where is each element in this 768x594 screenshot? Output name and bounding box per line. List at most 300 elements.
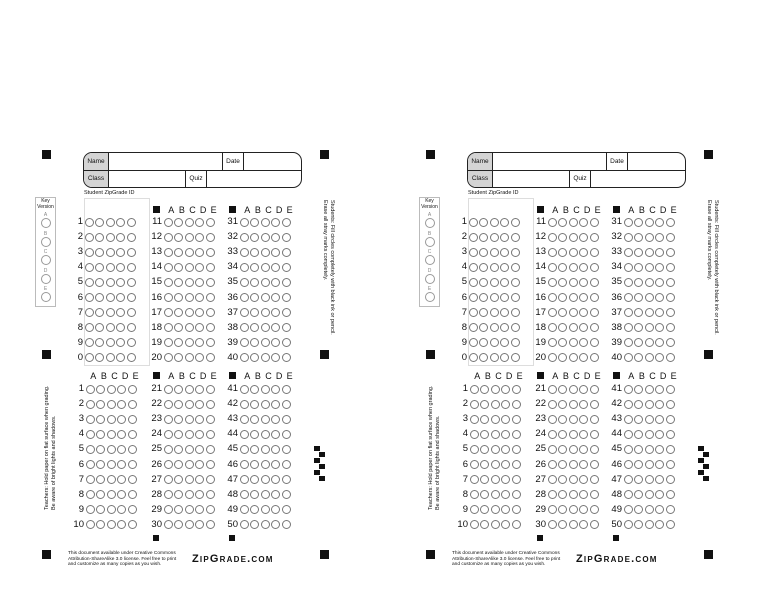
answer-bubble-d[interactable] (117, 505, 126, 514)
answer-bubble-c[interactable] (569, 445, 578, 454)
answer-bubble-a[interactable] (240, 263, 249, 272)
answer-bubble-e[interactable] (511, 248, 520, 257)
answer-bubble-d[interactable] (500, 248, 509, 257)
answer-bubble-d[interactable] (500, 218, 509, 227)
answer-bubble-e[interactable] (128, 475, 137, 484)
answer-bubble-d[interactable] (501, 445, 510, 454)
answer-bubble-d[interactable] (116, 323, 125, 332)
answer-bubble-d[interactable] (579, 385, 588, 394)
answer-bubble-d[interactable] (195, 385, 204, 394)
answer-bubble-b[interactable] (174, 353, 183, 362)
answer-bubble-d[interactable] (500, 338, 509, 347)
answer-bubble-a[interactable] (624, 308, 633, 317)
answer-bubble-b[interactable] (250, 293, 259, 302)
answer-bubble-e[interactable] (666, 323, 675, 332)
answer-bubble-d[interactable] (501, 475, 510, 484)
answer-bubble-c[interactable] (261, 323, 270, 332)
answer-bubble-d[interactable] (655, 520, 664, 529)
answer-bubble-c[interactable] (569, 308, 578, 317)
answer-bubble-b[interactable] (480, 430, 489, 439)
answer-bubble-e[interactable] (590, 293, 599, 302)
answer-bubble-e[interactable] (127, 233, 136, 242)
answer-bubble-e[interactable] (206, 400, 215, 409)
answer-bubble-c[interactable] (185, 293, 194, 302)
answer-bubble-d[interactable] (117, 460, 126, 469)
answer-bubble-d[interactable] (195, 263, 204, 272)
key-version-option[interactable] (38, 249, 53, 265)
answer-bubble-e[interactable] (666, 218, 675, 227)
key-version-option[interactable] (422, 286, 437, 302)
answer-bubble-d[interactable] (271, 475, 280, 484)
answer-bubble-a[interactable] (624, 293, 633, 302)
answer-bubble-c[interactable] (261, 460, 270, 469)
answer-bubble-e[interactable] (512, 505, 521, 514)
answer-bubble-d[interactable] (501, 415, 510, 424)
answer-bubble-a[interactable] (164, 323, 173, 332)
answer-bubble-b[interactable] (174, 323, 183, 332)
answer-bubble-c[interactable] (490, 278, 499, 287)
answer-bubble-b[interactable] (250, 353, 259, 362)
answer-bubble-e[interactable] (590, 490, 599, 499)
answer-bubble-b[interactable] (634, 293, 643, 302)
date-field[interactable] (244, 153, 301, 170)
answer-bubble-e[interactable] (666, 353, 675, 362)
answer-bubble-b[interactable] (250, 263, 259, 272)
answer-bubble-a[interactable] (164, 490, 173, 499)
answer-bubble-b[interactable] (174, 475, 183, 484)
answer-bubble-b[interactable] (250, 490, 259, 499)
answer-bubble-a[interactable] (548, 323, 557, 332)
answer-bubble-b[interactable] (95, 233, 104, 242)
answer-bubble-d[interactable] (655, 445, 664, 454)
answer-bubble-e[interactable] (127, 263, 136, 272)
answer-bubble-b[interactable] (480, 415, 489, 424)
answer-bubble-d[interactable] (271, 248, 280, 257)
key-version-bubble[interactable] (41, 237, 51, 247)
answer-bubble-c[interactable] (645, 218, 654, 227)
answer-bubble-b[interactable] (558, 338, 567, 347)
answer-bubble-c[interactable] (106, 218, 115, 227)
answer-bubble-e[interactable] (666, 475, 675, 484)
answer-bubble-b[interactable] (479, 353, 488, 362)
answer-bubble-e[interactable] (590, 460, 599, 469)
answer-bubble-a[interactable] (469, 248, 478, 257)
answer-bubble-c[interactable] (490, 233, 499, 242)
answer-bubble-a[interactable] (548, 475, 557, 484)
answer-bubble-e[interactable] (590, 233, 599, 242)
answer-bubble-c[interactable] (569, 293, 578, 302)
answer-bubble-e[interactable] (666, 400, 675, 409)
answer-bubble-d[interactable] (579, 490, 588, 499)
answer-bubble-c[interactable] (107, 415, 116, 424)
answer-bubble-a[interactable] (624, 460, 633, 469)
answer-bubble-a[interactable] (85, 293, 94, 302)
answer-bubble-a[interactable] (240, 248, 249, 257)
answer-bubble-b[interactable] (174, 293, 183, 302)
answer-bubble-b[interactable] (558, 400, 567, 409)
answer-bubble-e[interactable] (282, 385, 291, 394)
answer-bubble-c[interactable] (569, 415, 578, 424)
answer-bubble-d[interactable] (579, 415, 588, 424)
answer-bubble-d[interactable] (655, 248, 664, 257)
answer-bubble-e[interactable] (127, 218, 136, 227)
answer-bubble-c[interactable] (185, 338, 194, 347)
answer-bubble-c[interactable] (645, 475, 654, 484)
answer-bubble-d[interactable] (271, 490, 280, 499)
answer-bubble-e[interactable] (206, 233, 215, 242)
answer-bubble-c[interactable] (645, 263, 654, 272)
date-field[interactable] (628, 153, 685, 170)
answer-bubble-b[interactable] (558, 248, 567, 257)
answer-bubble-e[interactable] (666, 263, 675, 272)
answer-bubble-b[interactable] (634, 490, 643, 499)
answer-bubble-c[interactable] (645, 293, 654, 302)
answer-bubble-d[interactable] (501, 505, 510, 514)
answer-bubble-c[interactable] (107, 400, 116, 409)
answer-bubble-c[interactable] (645, 385, 654, 394)
answer-bubble-c[interactable] (107, 490, 116, 499)
answer-bubble-d[interactable] (271, 385, 280, 394)
key-version-bubble[interactable] (41, 274, 51, 284)
answer-bubble-d[interactable] (116, 233, 125, 242)
answer-bubble-c[interactable] (491, 460, 500, 469)
answer-bubble-e[interactable] (128, 460, 137, 469)
answer-bubble-e[interactable] (590, 475, 599, 484)
answer-bubble-b[interactable] (96, 490, 105, 499)
answer-bubble-b[interactable] (479, 263, 488, 272)
key-version-option[interactable] (38, 231, 53, 247)
answer-bubble-e[interactable] (282, 233, 291, 242)
answer-bubble-e[interactable] (282, 400, 291, 409)
answer-bubble-c[interactable] (569, 263, 578, 272)
answer-bubble-e[interactable] (127, 293, 136, 302)
answer-bubble-b[interactable] (480, 505, 489, 514)
answer-bubble-c[interactable] (490, 248, 499, 257)
answer-bubble-a[interactable] (624, 278, 633, 287)
answer-bubble-c[interactable] (106, 353, 115, 362)
key-version-bubble[interactable] (425, 237, 435, 247)
answer-bubble-b[interactable] (250, 520, 259, 529)
answer-bubble-d[interactable] (117, 475, 126, 484)
answer-bubble-a[interactable] (624, 338, 633, 347)
answer-bubble-d[interactable] (116, 308, 125, 317)
answer-bubble-a[interactable] (240, 460, 249, 469)
answer-bubble-d[interactable] (655, 415, 664, 424)
key-version-option[interactable] (422, 268, 437, 284)
answer-bubble-d[interactable] (117, 490, 126, 499)
answer-bubble-a[interactable] (240, 308, 249, 317)
answer-bubble-b[interactable] (634, 248, 643, 257)
answer-bubble-e[interactable] (282, 293, 291, 302)
answer-bubble-b[interactable] (634, 385, 643, 394)
answer-bubble-d[interactable] (195, 293, 204, 302)
answer-bubble-d[interactable] (195, 505, 204, 514)
answer-bubble-c[interactable] (185, 460, 194, 469)
answer-bubble-e[interactable] (127, 323, 136, 332)
answer-bubble-b[interactable] (479, 233, 488, 242)
answer-bubble-e[interactable] (666, 293, 675, 302)
answer-bubble-a[interactable] (548, 353, 557, 362)
answer-bubble-a[interactable] (624, 233, 633, 242)
answer-bubble-a[interactable] (624, 415, 633, 424)
answer-bubble-c[interactable] (106, 233, 115, 242)
answer-bubble-b[interactable] (250, 278, 259, 287)
answer-bubble-b[interactable] (558, 445, 567, 454)
answer-bubble-c[interactable] (106, 278, 115, 287)
answer-bubble-d[interactable] (271, 233, 280, 242)
answer-bubble-b[interactable] (250, 445, 259, 454)
answer-bubble-a[interactable] (86, 415, 95, 424)
answer-bubble-a[interactable] (624, 520, 633, 529)
answer-bubble-d[interactable] (195, 218, 204, 227)
answer-bubble-e[interactable] (590, 400, 599, 409)
answer-bubble-e[interactable] (666, 338, 675, 347)
answer-bubble-d[interactable] (655, 385, 664, 394)
answer-bubble-e[interactable] (512, 445, 521, 454)
answer-bubble-d[interactable] (271, 460, 280, 469)
answer-bubble-a[interactable] (164, 415, 173, 424)
answer-bubble-b[interactable] (558, 353, 567, 362)
key-version-bubble[interactable] (425, 218, 435, 228)
answer-bubble-b[interactable] (634, 445, 643, 454)
answer-bubble-c[interactable] (645, 415, 654, 424)
answer-bubble-c[interactable] (491, 520, 500, 529)
answer-bubble-d[interactable] (271, 445, 280, 454)
answer-bubble-d[interactable] (655, 400, 664, 409)
answer-bubble-c[interactable] (645, 505, 654, 514)
answer-bubble-b[interactable] (95, 338, 104, 347)
answer-bubble-a[interactable] (548, 415, 557, 424)
answer-bubble-b[interactable] (479, 278, 488, 287)
answer-bubble-c[interactable] (645, 308, 654, 317)
answer-bubble-b[interactable] (634, 233, 643, 242)
answer-bubble-c[interactable] (645, 353, 654, 362)
answer-bubble-e[interactable] (590, 308, 599, 317)
answer-bubble-e[interactable] (666, 520, 675, 529)
answer-bubble-a[interactable] (85, 308, 94, 317)
answer-bubble-d[interactable] (195, 475, 204, 484)
answer-bubble-a[interactable] (548, 233, 557, 242)
answer-bubble-a[interactable] (470, 505, 479, 514)
answer-bubble-d[interactable] (271, 430, 280, 439)
answer-bubble-d[interactable] (579, 430, 588, 439)
answer-bubble-b[interactable] (95, 218, 104, 227)
answer-bubble-a[interactable] (624, 430, 633, 439)
answer-bubble-a[interactable] (548, 400, 557, 409)
answer-bubble-b[interactable] (95, 248, 104, 257)
answer-bubble-b[interactable] (479, 293, 488, 302)
answer-bubble-b[interactable] (174, 338, 183, 347)
answer-bubble-d[interactable] (579, 505, 588, 514)
answer-bubble-e[interactable] (128, 415, 137, 424)
answer-bubble-a[interactable] (470, 400, 479, 409)
answer-bubble-a[interactable] (548, 430, 557, 439)
answer-bubble-e[interactable] (512, 400, 521, 409)
answer-bubble-b[interactable] (174, 430, 183, 439)
answer-bubble-a[interactable] (624, 505, 633, 514)
answer-bubble-e[interactable] (511, 278, 520, 287)
answer-bubble-c[interactable] (185, 415, 194, 424)
answer-bubble-e[interactable] (590, 353, 599, 362)
answer-bubble-a[interactable] (624, 323, 633, 332)
answer-bubble-e[interactable] (590, 520, 599, 529)
answer-bubble-c[interactable] (645, 248, 654, 257)
answer-bubble-b[interactable] (174, 415, 183, 424)
answer-bubble-e[interactable] (127, 278, 136, 287)
answer-bubble-a[interactable] (624, 248, 633, 257)
answer-bubble-e[interactable] (127, 248, 136, 257)
answer-bubble-d[interactable] (655, 490, 664, 499)
answer-bubble-b[interactable] (174, 308, 183, 317)
answer-bubble-c[interactable] (569, 505, 578, 514)
answer-bubble-c[interactable] (107, 505, 116, 514)
answer-bubble-c[interactable] (491, 430, 500, 439)
answer-bubble-e[interactable] (590, 445, 599, 454)
answer-bubble-d[interactable] (500, 323, 509, 332)
answer-bubble-a[interactable] (85, 323, 94, 332)
answer-bubble-c[interactable] (491, 445, 500, 454)
answer-bubble-d[interactable] (655, 460, 664, 469)
answer-bubble-e[interactable] (282, 353, 291, 362)
answer-bubble-a[interactable] (624, 490, 633, 499)
answer-bubble-a[interactable] (164, 263, 173, 272)
answer-bubble-b[interactable] (174, 233, 183, 242)
answer-bubble-e[interactable] (206, 520, 215, 529)
answer-bubble-c[interactable] (107, 460, 116, 469)
answer-bubble-c[interactable] (569, 385, 578, 394)
answer-bubble-a[interactable] (548, 460, 557, 469)
answer-bubble-b[interactable] (479, 248, 488, 257)
answer-bubble-a[interactable] (469, 338, 478, 347)
answer-bubble-e[interactable] (282, 490, 291, 499)
answer-bubble-e[interactable] (590, 385, 599, 394)
answer-bubble-e[interactable] (206, 293, 215, 302)
answer-bubble-a[interactable] (470, 520, 479, 529)
answer-bubble-a[interactable] (86, 520, 95, 529)
answer-bubble-b[interactable] (634, 263, 643, 272)
answer-bubble-d[interactable] (655, 353, 664, 362)
answer-bubble-b[interactable] (250, 323, 259, 332)
key-version-option[interactable] (422, 249, 437, 265)
answer-bubble-d[interactable] (579, 233, 588, 242)
answer-bubble-c[interactable] (490, 293, 499, 302)
answer-bubble-a[interactable] (240, 415, 249, 424)
answer-bubble-d[interactable] (195, 248, 204, 257)
answer-bubble-b[interactable] (634, 475, 643, 484)
answer-bubble-b[interactable] (558, 430, 567, 439)
answer-bubble-d[interactable] (579, 445, 588, 454)
answer-bubble-b[interactable] (634, 323, 643, 332)
answer-bubble-c[interactable] (107, 475, 116, 484)
answer-bubble-a[interactable] (470, 430, 479, 439)
answer-bubble-c[interactable] (490, 353, 499, 362)
answer-bubble-c[interactable] (569, 400, 578, 409)
answer-bubble-b[interactable] (96, 400, 105, 409)
answer-bubble-b[interactable] (634, 338, 643, 347)
answer-bubble-a[interactable] (548, 505, 557, 514)
answer-bubble-b[interactable] (95, 293, 104, 302)
answer-bubble-a[interactable] (86, 400, 95, 409)
answer-bubble-e[interactable] (511, 338, 520, 347)
answer-bubble-c[interactable] (261, 505, 270, 514)
answer-bubble-a[interactable] (548, 278, 557, 287)
answer-bubble-b[interactable] (558, 233, 567, 242)
answer-bubble-b[interactable] (558, 460, 567, 469)
answer-bubble-b[interactable] (250, 430, 259, 439)
answer-bubble-e[interactable] (282, 278, 291, 287)
answer-bubble-a[interactable] (469, 233, 478, 242)
answer-bubble-c[interactable] (491, 490, 500, 499)
answer-bubble-a[interactable] (469, 263, 478, 272)
answer-bubble-e[interactable] (282, 263, 291, 272)
answer-bubble-d[interactable] (655, 263, 664, 272)
answer-bubble-c[interactable] (569, 278, 578, 287)
answer-bubble-e[interactable] (512, 460, 521, 469)
answer-bubble-c[interactable] (645, 400, 654, 409)
answer-bubble-b[interactable] (250, 218, 259, 227)
answer-bubble-b[interactable] (174, 278, 183, 287)
answer-bubble-a[interactable] (470, 475, 479, 484)
answer-bubble-e[interactable] (282, 248, 291, 257)
answer-bubble-b[interactable] (480, 445, 489, 454)
answer-bubble-a[interactable] (548, 338, 557, 347)
answer-bubble-e[interactable] (206, 218, 215, 227)
answer-bubble-d[interactable] (501, 460, 510, 469)
answer-bubble-c[interactable] (491, 475, 500, 484)
answer-bubble-d[interactable] (271, 353, 280, 362)
answer-bubble-d[interactable] (501, 490, 510, 499)
answer-bubble-e[interactable] (590, 278, 599, 287)
answer-bubble-a[interactable] (85, 263, 94, 272)
answer-bubble-b[interactable] (174, 385, 183, 394)
answer-bubble-b[interactable] (174, 218, 183, 227)
answer-bubble-c[interactable] (261, 445, 270, 454)
answer-bubble-a[interactable] (85, 338, 94, 347)
answer-bubble-e[interactable] (206, 445, 215, 454)
answer-bubble-b[interactable] (174, 248, 183, 257)
answer-bubble-e[interactable] (206, 353, 215, 362)
answer-bubble-d[interactable] (579, 293, 588, 302)
answer-bubble-b[interactable] (480, 385, 489, 394)
answer-bubble-a[interactable] (86, 475, 95, 484)
answer-bubble-d[interactable] (195, 323, 204, 332)
answer-bubble-b[interactable] (174, 505, 183, 514)
answer-bubble-e[interactable] (666, 308, 675, 317)
answer-bubble-b[interactable] (250, 233, 259, 242)
answer-bubble-c[interactable] (490, 308, 499, 317)
answer-bubble-c[interactable] (490, 323, 499, 332)
answer-bubble-d[interactable] (116, 293, 125, 302)
answer-bubble-d[interactable] (655, 475, 664, 484)
answer-bubble-e[interactable] (666, 460, 675, 469)
answer-bubble-b[interactable] (250, 248, 259, 257)
answer-bubble-b[interactable] (480, 520, 489, 529)
answer-bubble-c[interactable] (569, 353, 578, 362)
answer-bubble-b[interactable] (96, 460, 105, 469)
answer-bubble-d[interactable] (116, 248, 125, 257)
answer-bubble-b[interactable] (634, 278, 643, 287)
answer-bubble-e[interactable] (511, 308, 520, 317)
answer-bubble-e[interactable] (282, 338, 291, 347)
answer-bubble-c[interactable] (185, 400, 194, 409)
answer-bubble-c[interactable] (569, 338, 578, 347)
answer-bubble-d[interactable] (500, 233, 509, 242)
answer-bubble-a[interactable] (240, 400, 249, 409)
answer-bubble-a[interactable] (470, 415, 479, 424)
answer-bubble-b[interactable] (634, 430, 643, 439)
answer-bubble-c[interactable] (185, 505, 194, 514)
answer-bubble-d[interactable] (579, 278, 588, 287)
